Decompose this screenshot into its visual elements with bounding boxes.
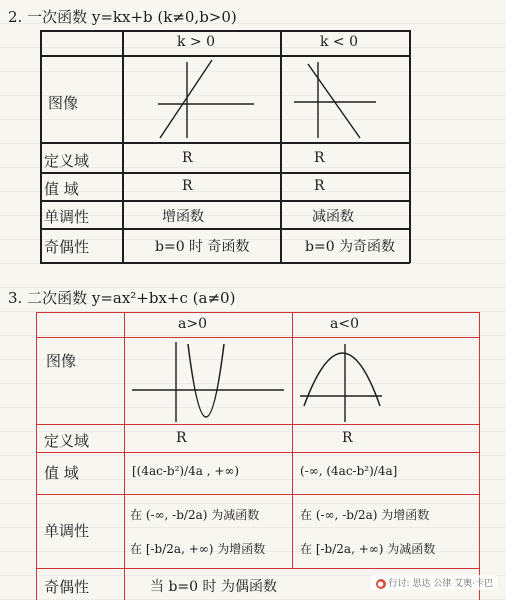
t2-vline: [479, 312, 480, 600]
increasing-line: [160, 60, 212, 138]
decreasing-line: [308, 64, 360, 138]
t1-range-right: R: [314, 178, 325, 194]
t2-monotonicity-right-2: 在 [-b/2a, +∞) 为减函数: [300, 542, 436, 556]
t2-label-domain: 定义域: [44, 432, 90, 450]
t2-hline: [36, 312, 480, 313]
t2-monotonicity-left-1: 在 (-∞, -b/2a) 为减函数: [130, 508, 260, 522]
t2-header-a-negative: a<0: [330, 316, 359, 332]
t2-hline: [36, 494, 480, 495]
t2-vline: [36, 312, 37, 600]
t1-hline: [40, 30, 410, 32]
t1-hline: [40, 228, 410, 230]
t1-vline: [122, 30, 124, 263]
watermark-text: 行讨: 思达 公律 艾奥·卡巴: [388, 579, 493, 589]
section1-title: 2. 一次函数 y=kx+b (k≠0,b>0): [8, 8, 237, 26]
t2-hline: [36, 337, 480, 338]
t2-header-a-positive: a>0: [178, 316, 207, 332]
t1-hline: [40, 142, 410, 144]
t2-label-monotonicity: 单调性: [44, 522, 90, 540]
t2-graph-a-negative: [296, 340, 476, 424]
t2-vline: [124, 312, 125, 600]
t2-domain-left: R: [176, 430, 187, 446]
t2-range-right: (-∞, (4ac-b²)/4a]: [300, 464, 398, 478]
watermark-logo-icon: ●: [377, 579, 384, 588]
t2-domain-right: R: [342, 430, 353, 446]
t1-graph-k-positive: [150, 58, 260, 140]
t1-label-domain: 定义域: [44, 152, 90, 170]
t1-range-left: R: [182, 178, 193, 194]
t1-hline: [40, 172, 410, 174]
t1-hline: [40, 262, 410, 264]
t1-domain-right: R: [314, 150, 325, 166]
t1-monotonicity-right: 减函数: [312, 209, 354, 225]
t1-hline: [40, 55, 410, 57]
t1-parity-right: b=0 为奇函数: [305, 239, 396, 255]
watermark: [371, 575, 498, 590]
t1-monotonicity-left: 增函数: [162, 209, 204, 225]
t2-monotonicity-right-1: 在 (-∞, -b/2a) 为增函数: [300, 508, 430, 522]
t2-label-range: 值 域: [44, 464, 79, 482]
t1-vline: [409, 30, 411, 263]
t1-label-monotonicity: 单调性: [44, 208, 90, 226]
t2-label-parity: 奇偶性: [44, 578, 90, 596]
t1-vline: [280, 30, 282, 263]
t2-parity-value: 当 b=0 时 为偶函数: [150, 579, 277, 595]
t1-label-parity: 奇偶性: [44, 238, 90, 256]
t1-header-k-positive: k > 0: [177, 34, 216, 50]
t1-label-range: 值 域: [44, 180, 79, 198]
t1-hline: [40, 200, 410, 202]
t2-monotonicity-left-2: 在 [-b/2a, +∞) 为增函数: [130, 542, 266, 556]
t1-parity-left: b=0 时 奇函数: [155, 239, 250, 255]
t2-label-graph: 图像: [46, 352, 77, 370]
t2-hline: [36, 568, 480, 569]
upward-parabola: [188, 344, 224, 417]
t2-vline: [292, 312, 293, 568]
t2-hline: [36, 452, 480, 453]
t1-graph-k-negative: [290, 58, 400, 140]
t2-range-left: [(4ac-b²)/4a , +∞): [132, 464, 240, 478]
t2-hline: [36, 424, 480, 425]
t1-header-k-negative: k < 0: [320, 34, 359, 50]
t1-vline: [40, 30, 42, 263]
t1-label-graph: 图像: [48, 94, 79, 112]
t1-domain-left: R: [182, 150, 193, 166]
t2-graph-a-positive: [128, 340, 288, 424]
section2-title: 3. 二次函数 y=ax²+bx+c (a≠0): [8, 289, 236, 307]
downward-parabola: [304, 353, 380, 406]
